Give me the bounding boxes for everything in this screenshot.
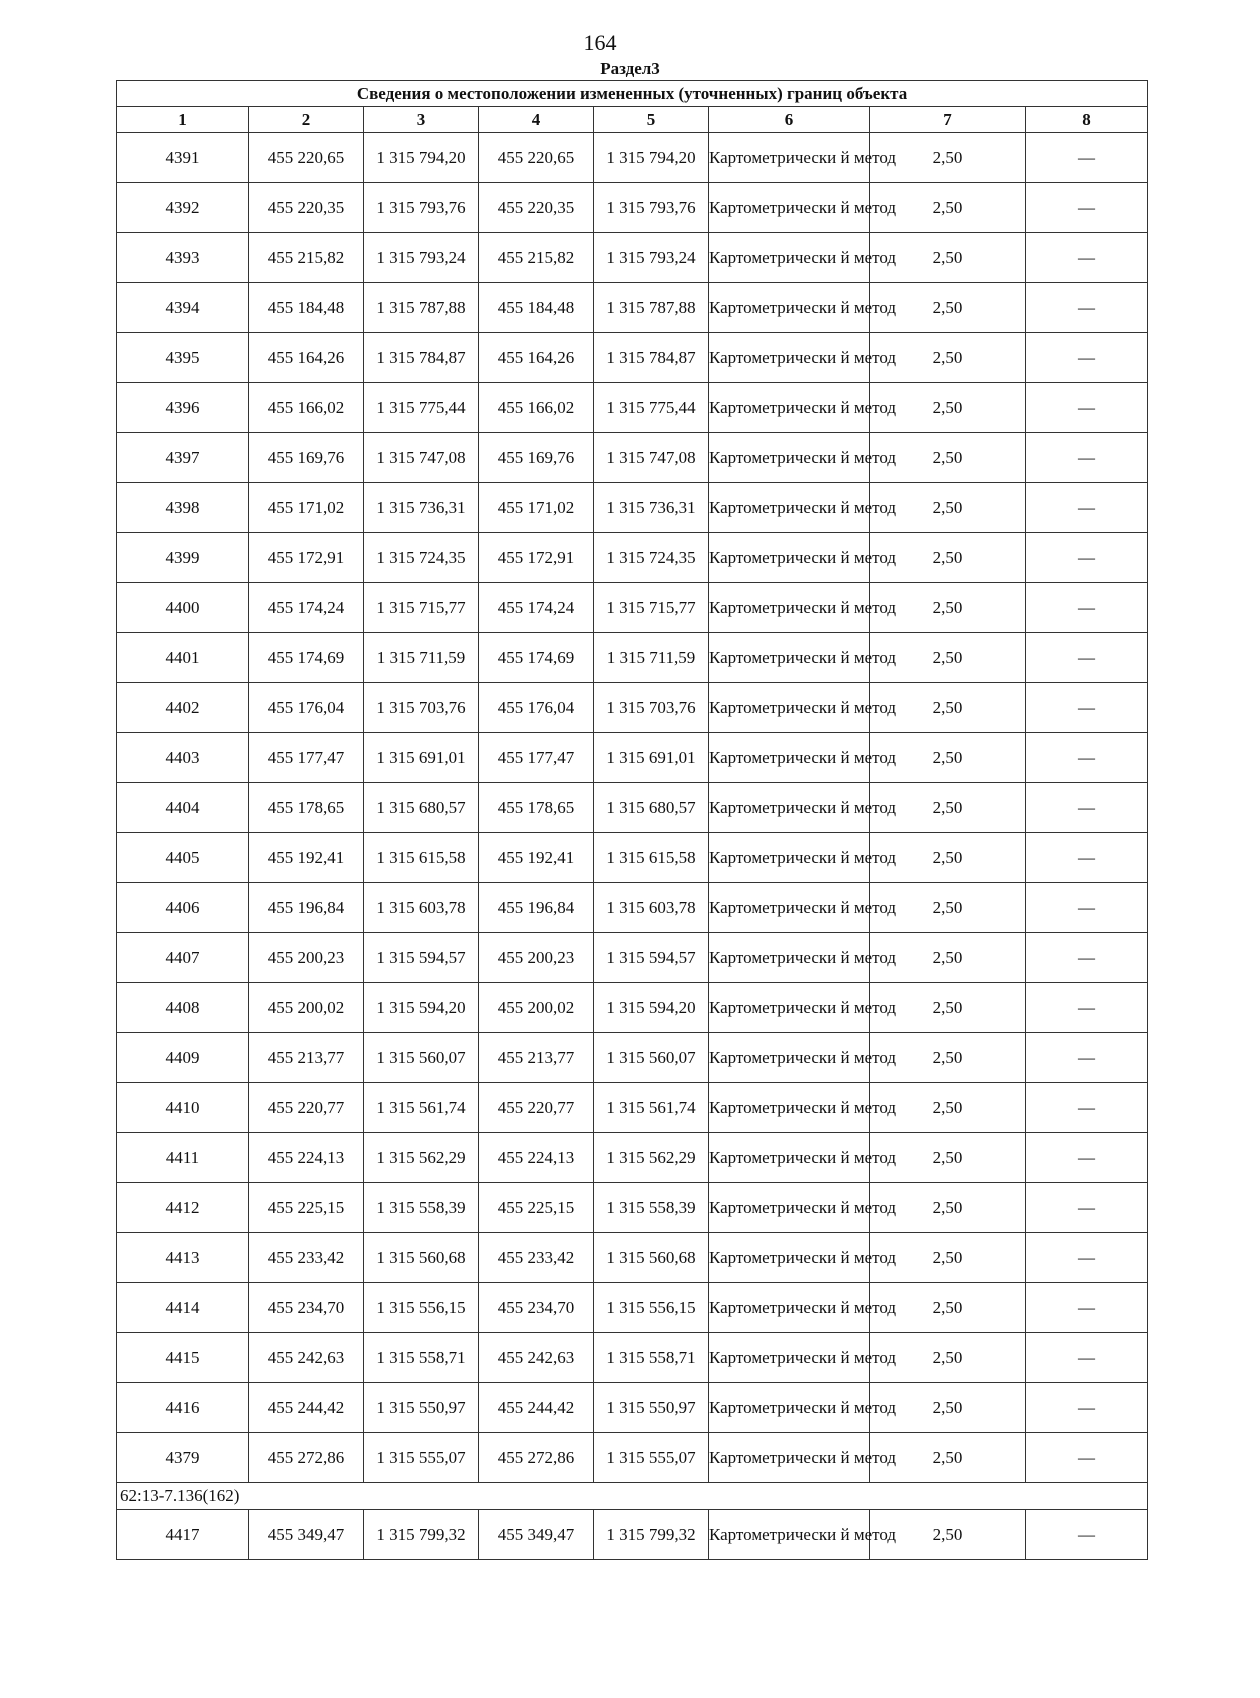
cell-y-new: 1 315 747,08 xyxy=(594,433,709,483)
cell-y-old: 1 315 794,20 xyxy=(364,133,479,183)
cell-accuracy: 2,50 xyxy=(870,333,1026,383)
cell-x-old: 455 174,69 xyxy=(249,633,364,683)
cell-note: — xyxy=(1026,833,1148,883)
table-row xyxy=(117,1133,1148,1183)
cell-method: Картометрически й метод xyxy=(709,1383,870,1433)
cell-y-old: 1 315 793,76 xyxy=(364,183,479,233)
table-row xyxy=(117,333,1148,383)
cell-method: Картометрически й метод xyxy=(709,983,870,1033)
cell-x-old: 455 220,77 xyxy=(249,1083,364,1133)
cell-x-new: 455 169,76 xyxy=(479,433,594,483)
cell-point-number: 4405 xyxy=(117,833,249,883)
cell-method: Картометрически й метод xyxy=(709,133,870,183)
cell-x-new: 455 176,04 xyxy=(479,683,594,733)
cell-y-new: 1 315 784,87 xyxy=(594,333,709,383)
cell-accuracy: 2,50 xyxy=(870,483,1026,533)
table-row xyxy=(117,483,1148,533)
cell-method: Картометрически й метод xyxy=(709,583,870,633)
cell-method: Картометрически й метод xyxy=(709,1510,870,1560)
cell-y-old: 1 315 799,32 xyxy=(364,1510,479,1560)
cell-x-new: 455 349,47 xyxy=(479,1510,594,1560)
cell-accuracy: 2,50 xyxy=(870,633,1026,683)
cell-note: — xyxy=(1026,1133,1148,1183)
cell-x-old: 455 220,35 xyxy=(249,183,364,233)
cell-y-old: 1 315 603,78 xyxy=(364,883,479,933)
cell-point-number: 4402 xyxy=(117,683,249,733)
cell-x-new: 455 220,65 xyxy=(479,133,594,183)
cell-accuracy: 2,50 xyxy=(870,1083,1026,1133)
cell-note: — xyxy=(1026,1233,1148,1283)
cell-accuracy: 2,50 xyxy=(870,983,1026,1033)
table-row xyxy=(117,383,1148,433)
table-row xyxy=(117,883,1148,933)
cell-note: — xyxy=(1026,133,1148,183)
group-label: 62:13-7.136(162) xyxy=(117,1483,1148,1510)
cell-method: Картометрически й метод xyxy=(709,483,870,533)
cell-y-old: 1 315 560,68 xyxy=(364,1233,479,1283)
cell-x-old: 455 242,63 xyxy=(249,1333,364,1383)
cell-point-number: 4393 xyxy=(117,233,249,283)
table-row xyxy=(117,1510,1148,1560)
cell-x-old: 455 224,13 xyxy=(249,1133,364,1183)
table-caption: Сведения о местоположении измененных (уточненных) границ объекта xyxy=(117,81,1148,107)
section-title: Раздел3 xyxy=(600,59,660,78)
cell-accuracy: 2,50 xyxy=(870,1183,1026,1233)
table-row xyxy=(117,583,1148,633)
cell-x-new: 455 225,15 xyxy=(479,1183,594,1233)
table-row xyxy=(117,183,1148,233)
cell-accuracy: 2,50 xyxy=(870,683,1026,733)
table-row xyxy=(117,283,1148,333)
cell-y-new: 1 315 793,24 xyxy=(594,233,709,283)
cell-method: Картометрически й метод xyxy=(709,1033,870,1083)
cell-y-new: 1 315 550,97 xyxy=(594,1383,709,1433)
cell-method: Картометрически й метод xyxy=(709,1133,870,1183)
cell-y-new: 1 315 799,32 xyxy=(594,1510,709,1560)
cell-method: Картометрически й метод xyxy=(709,1233,870,1283)
cell-x-old: 455 200,23 xyxy=(249,933,364,983)
cell-y-new: 1 315 615,58 xyxy=(594,833,709,883)
cell-y-old: 1 315 555,07 xyxy=(364,1433,479,1483)
cell-point-number: 4414 xyxy=(117,1283,249,1333)
cell-x-old: 455 172,91 xyxy=(249,533,364,583)
cell-x-new: 455 196,84 xyxy=(479,883,594,933)
cell-y-old: 1 315 558,71 xyxy=(364,1333,479,1383)
cell-point-number: 4407 xyxy=(117,933,249,983)
column-number-7: 7 xyxy=(870,107,1026,133)
cell-method: Картометрически й метод xyxy=(709,1083,870,1133)
cell-y-old: 1 315 691,01 xyxy=(364,733,479,783)
cell-point-number: 4391 xyxy=(117,133,249,183)
cell-accuracy: 2,50 xyxy=(870,1333,1026,1383)
column-number-4: 4 xyxy=(479,107,594,133)
cell-y-new: 1 315 558,39 xyxy=(594,1183,709,1233)
cell-y-old: 1 315 558,39 xyxy=(364,1183,479,1233)
cell-point-number: 4397 xyxy=(117,433,249,483)
cell-x-new: 455 174,24 xyxy=(479,583,594,633)
cell-accuracy: 2,50 xyxy=(870,733,1026,783)
cell-point-number: 4399 xyxy=(117,533,249,583)
cell-point-number: 4394 xyxy=(117,283,249,333)
cell-accuracy: 2,50 xyxy=(870,933,1026,983)
table-row xyxy=(117,433,1148,483)
column-number-row xyxy=(117,107,1148,133)
cell-method: Картометрически й метод xyxy=(709,933,870,983)
cell-y-old: 1 315 561,74 xyxy=(364,1083,479,1133)
cell-y-new: 1 315 715,77 xyxy=(594,583,709,633)
cell-x-new: 455 213,77 xyxy=(479,1033,594,1083)
cell-accuracy: 2,50 xyxy=(870,1510,1026,1560)
column-number-2: 2 xyxy=(249,107,364,133)
cell-y-new: 1 315 793,76 xyxy=(594,183,709,233)
cell-note: — xyxy=(1026,233,1148,283)
cell-method: Картометрически й метод xyxy=(709,1333,870,1383)
table-row xyxy=(117,683,1148,733)
cell-note: — xyxy=(1026,483,1148,533)
cell-note: — xyxy=(1026,283,1148,333)
cell-y-new: 1 315 560,68 xyxy=(594,1233,709,1283)
cell-accuracy: 2,50 xyxy=(870,533,1026,583)
cell-x-new: 455 171,02 xyxy=(479,483,594,533)
cell-point-number: 4401 xyxy=(117,633,249,683)
cell-y-old: 1 315 711,59 xyxy=(364,633,479,683)
cell-y-new: 1 315 794,20 xyxy=(594,133,709,183)
cell-x-new: 455 234,70 xyxy=(479,1283,594,1333)
cell-x-old: 455 349,47 xyxy=(249,1510,364,1560)
table-row xyxy=(117,1383,1148,1433)
cell-note: — xyxy=(1026,183,1148,233)
cell-x-old: 455 169,76 xyxy=(249,433,364,483)
cell-note: — xyxy=(1026,883,1148,933)
cell-accuracy: 2,50 xyxy=(870,283,1026,333)
table-row xyxy=(117,1083,1148,1133)
cell-point-number: 4410 xyxy=(117,1083,249,1133)
cell-x-new: 455 192,41 xyxy=(479,833,594,883)
cell-accuracy: 2,50 xyxy=(870,1233,1026,1283)
table-row xyxy=(117,983,1148,1033)
cell-point-number: 4395 xyxy=(117,333,249,383)
cell-x-new: 455 215,82 xyxy=(479,233,594,283)
cell-x-new: 455 174,69 xyxy=(479,633,594,683)
cell-point-number: 4408 xyxy=(117,983,249,1033)
cell-x-new: 455 272,86 xyxy=(479,1433,594,1483)
cell-method: Картометрически й метод xyxy=(709,383,870,433)
cell-accuracy: 2,50 xyxy=(870,1383,1026,1433)
cell-y-old: 1 315 615,58 xyxy=(364,833,479,883)
cell-y-new: 1 315 556,15 xyxy=(594,1283,709,1333)
cell-point-number: 4415 xyxy=(117,1333,249,1383)
cell-y-old: 1 315 703,76 xyxy=(364,683,479,733)
cell-y-old: 1 315 736,31 xyxy=(364,483,479,533)
table-row xyxy=(117,1183,1148,1233)
cell-point-number: 4409 xyxy=(117,1033,249,1083)
cell-point-number: 4379 xyxy=(117,1433,249,1483)
table-row xyxy=(117,1033,1148,1083)
cell-note: — xyxy=(1026,1083,1148,1133)
column-number-8: 8 xyxy=(1026,107,1148,133)
cell-note: — xyxy=(1026,1333,1148,1383)
cell-method: Картометрически й метод xyxy=(709,833,870,883)
cell-x-old: 455 164,26 xyxy=(249,333,364,383)
cell-y-old: 1 315 556,15 xyxy=(364,1283,479,1333)
cell-accuracy: 2,50 xyxy=(870,1283,1026,1333)
cell-y-old: 1 315 594,57 xyxy=(364,933,479,983)
cell-note: — xyxy=(1026,1283,1148,1333)
cell-accuracy: 2,50 xyxy=(870,383,1026,433)
cell-x-old: 455 200,02 xyxy=(249,983,364,1033)
cell-y-old: 1 315 784,87 xyxy=(364,333,479,383)
cell-y-old: 1 315 550,97 xyxy=(364,1383,479,1433)
cell-y-new: 1 315 775,44 xyxy=(594,383,709,433)
table-row xyxy=(117,733,1148,783)
cell-accuracy: 2,50 xyxy=(870,583,1026,633)
cell-y-old: 1 315 594,20 xyxy=(364,983,479,1033)
cell-y-old: 1 315 747,08 xyxy=(364,433,479,483)
cell-method: Картометрически й метод xyxy=(709,1183,870,1233)
cell-method: Картометрически й метод xyxy=(709,333,870,383)
cell-accuracy: 2,50 xyxy=(870,133,1026,183)
cell-y-new: 1 315 558,71 xyxy=(594,1333,709,1383)
cell-y-new: 1 315 680,57 xyxy=(594,783,709,833)
table-row xyxy=(117,633,1148,683)
cell-method: Картометрически й метод xyxy=(709,233,870,283)
table-row xyxy=(117,133,1148,183)
cell-x-new: 455 233,42 xyxy=(479,1233,594,1283)
table-row xyxy=(117,1333,1148,1383)
cell-note: — xyxy=(1026,733,1148,783)
cell-note: — xyxy=(1026,783,1148,833)
cell-y-old: 1 315 715,77 xyxy=(364,583,479,633)
cell-x-new: 455 220,35 xyxy=(479,183,594,233)
cell-y-new: 1 315 787,88 xyxy=(594,283,709,333)
column-number-3: 3 xyxy=(364,107,479,133)
cell-y-old: 1 315 560,07 xyxy=(364,1033,479,1083)
table-row xyxy=(117,783,1148,833)
cell-x-new: 455 184,48 xyxy=(479,283,594,333)
table-row xyxy=(117,233,1148,283)
cell-point-number: 4403 xyxy=(117,733,249,783)
cell-note: — xyxy=(1026,1033,1148,1083)
cell-x-new: 455 178,65 xyxy=(479,783,594,833)
cell-x-old: 455 192,41 xyxy=(249,833,364,883)
cell-point-number: 4411 xyxy=(117,1133,249,1183)
cell-method: Картометрически й метод xyxy=(709,183,870,233)
cell-x-new: 455 172,91 xyxy=(479,533,594,583)
cell-x-new: 455 164,26 xyxy=(479,333,594,383)
cell-note: — xyxy=(1026,633,1148,683)
cell-accuracy: 2,50 xyxy=(870,883,1026,933)
cell-y-new: 1 315 711,59 xyxy=(594,633,709,683)
cell-y-new: 1 315 603,78 xyxy=(594,883,709,933)
cell-point-number: 4396 xyxy=(117,383,249,433)
cell-x-new: 455 242,63 xyxy=(479,1333,594,1383)
cell-x-old: 455 225,15 xyxy=(249,1183,364,1233)
cell-x-new: 455 200,02 xyxy=(479,983,594,1033)
cell-x-old: 455 166,02 xyxy=(249,383,364,433)
cell-y-old: 1 315 793,24 xyxy=(364,233,479,283)
cell-y-new: 1 315 691,01 xyxy=(594,733,709,783)
cell-method: Картометрически й метод xyxy=(709,1433,870,1483)
cell-accuracy: 2,50 xyxy=(870,1133,1026,1183)
cell-x-old: 455 176,04 xyxy=(249,683,364,733)
table-row xyxy=(117,933,1148,983)
cell-x-new: 455 244,42 xyxy=(479,1383,594,1433)
cell-accuracy: 2,50 xyxy=(870,1033,1026,1083)
cell-y-old: 1 315 562,29 xyxy=(364,1133,479,1183)
cell-method: Картометрически й метод xyxy=(709,433,870,483)
cell-y-new: 1 315 594,20 xyxy=(594,983,709,1033)
cell-accuracy: 2,50 xyxy=(870,783,1026,833)
cell-method: Картометрически й метод xyxy=(709,683,870,733)
cell-y-new: 1 315 562,29 xyxy=(594,1133,709,1183)
cell-point-number: 4412 xyxy=(117,1183,249,1233)
cell-x-old: 455 220,65 xyxy=(249,133,364,183)
cell-method: Картометрически й метод xyxy=(709,283,870,333)
table-row xyxy=(117,1283,1148,1333)
cell-note: — xyxy=(1026,1383,1148,1433)
table-row xyxy=(117,1233,1148,1283)
cell-x-old: 455 171,02 xyxy=(249,483,364,533)
cell-note: — xyxy=(1026,1510,1148,1560)
cell-note: — xyxy=(1026,433,1148,483)
table-row xyxy=(117,533,1148,583)
cell-y-new: 1 315 561,74 xyxy=(594,1083,709,1133)
cell-y-new: 1 315 555,07 xyxy=(594,1433,709,1483)
cell-x-old: 455 213,77 xyxy=(249,1033,364,1083)
cell-note: — xyxy=(1026,1433,1148,1483)
cell-x-old: 455 233,42 xyxy=(249,1233,364,1283)
cell-accuracy: 2,50 xyxy=(870,833,1026,883)
cell-x-old: 455 272,86 xyxy=(249,1433,364,1483)
cell-method: Картометрически й метод xyxy=(709,783,870,833)
cell-y-old: 1 315 724,35 xyxy=(364,533,479,583)
cell-y-new: 1 315 724,35 xyxy=(594,533,709,583)
cell-note: — xyxy=(1026,583,1148,633)
cell-x-old: 455 234,70 xyxy=(249,1283,364,1333)
table-row xyxy=(117,1433,1148,1483)
cell-note: — xyxy=(1026,683,1148,733)
cell-x-old: 455 244,42 xyxy=(249,1383,364,1433)
column-number-5: 5 xyxy=(594,107,709,133)
cell-y-new: 1 315 594,57 xyxy=(594,933,709,983)
cell-point-number: 4392 xyxy=(117,183,249,233)
cell-y-new: 1 315 736,31 xyxy=(594,483,709,533)
cell-point-number: 4416 xyxy=(117,1383,249,1433)
cell-note: — xyxy=(1026,333,1148,383)
cell-x-old: 455 215,82 xyxy=(249,233,364,283)
cell-method: Картометрически й метод xyxy=(709,883,870,933)
table-row xyxy=(117,833,1148,883)
cell-note: — xyxy=(1026,933,1148,983)
page-number: 164 xyxy=(583,30,617,55)
cell-note: — xyxy=(1026,533,1148,583)
cell-point-number: 4406 xyxy=(117,883,249,933)
cell-y-old: 1 315 775,44 xyxy=(364,383,479,433)
cell-x-old: 455 184,48 xyxy=(249,283,364,333)
cell-x-old: 455 196,84 xyxy=(249,883,364,933)
cell-x-new: 455 166,02 xyxy=(479,383,594,433)
cell-x-new: 455 200,23 xyxy=(479,933,594,983)
cell-method: Картометрически й метод xyxy=(709,533,870,583)
cell-x-new: 455 177,47 xyxy=(479,733,594,783)
cell-method: Картометрически й метод xyxy=(709,1283,870,1333)
cell-accuracy: 2,50 xyxy=(870,183,1026,233)
cell-point-number: 4413 xyxy=(117,1233,249,1283)
group-row xyxy=(117,1483,1148,1510)
cell-point-number: 4398 xyxy=(117,483,249,533)
cell-method: Картометрически й метод xyxy=(709,733,870,783)
column-number-1: 1 xyxy=(117,107,249,133)
cell-y-new: 1 315 560,07 xyxy=(594,1033,709,1083)
cell-method: Картометрически й метод xyxy=(709,633,870,683)
column-number-6: 6 xyxy=(709,107,870,133)
cell-point-number: 4404 xyxy=(117,783,249,833)
cell-y-old: 1 315 680,57 xyxy=(364,783,479,833)
cell-note: — xyxy=(1026,383,1148,433)
cell-y-new: 1 315 703,76 xyxy=(594,683,709,733)
cell-note: — xyxy=(1026,1183,1148,1233)
cell-accuracy: 2,50 xyxy=(870,433,1026,483)
cell-x-new: 455 224,13 xyxy=(479,1133,594,1183)
cell-y-old: 1 315 787,88 xyxy=(364,283,479,333)
cell-x-new: 455 220,77 xyxy=(479,1083,594,1133)
cell-x-old: 455 177,47 xyxy=(249,733,364,783)
cell-note: — xyxy=(1026,983,1148,1033)
cell-accuracy: 2,50 xyxy=(870,233,1026,283)
cell-x-old: 455 174,24 xyxy=(249,583,364,633)
coordinates-table xyxy=(116,80,1148,1560)
cell-point-number: 4400 xyxy=(117,583,249,633)
cell-accuracy: 2,50 xyxy=(870,1433,1026,1483)
cell-point-number: 4417 xyxy=(117,1510,249,1560)
cell-x-old: 455 178,65 xyxy=(249,783,364,833)
